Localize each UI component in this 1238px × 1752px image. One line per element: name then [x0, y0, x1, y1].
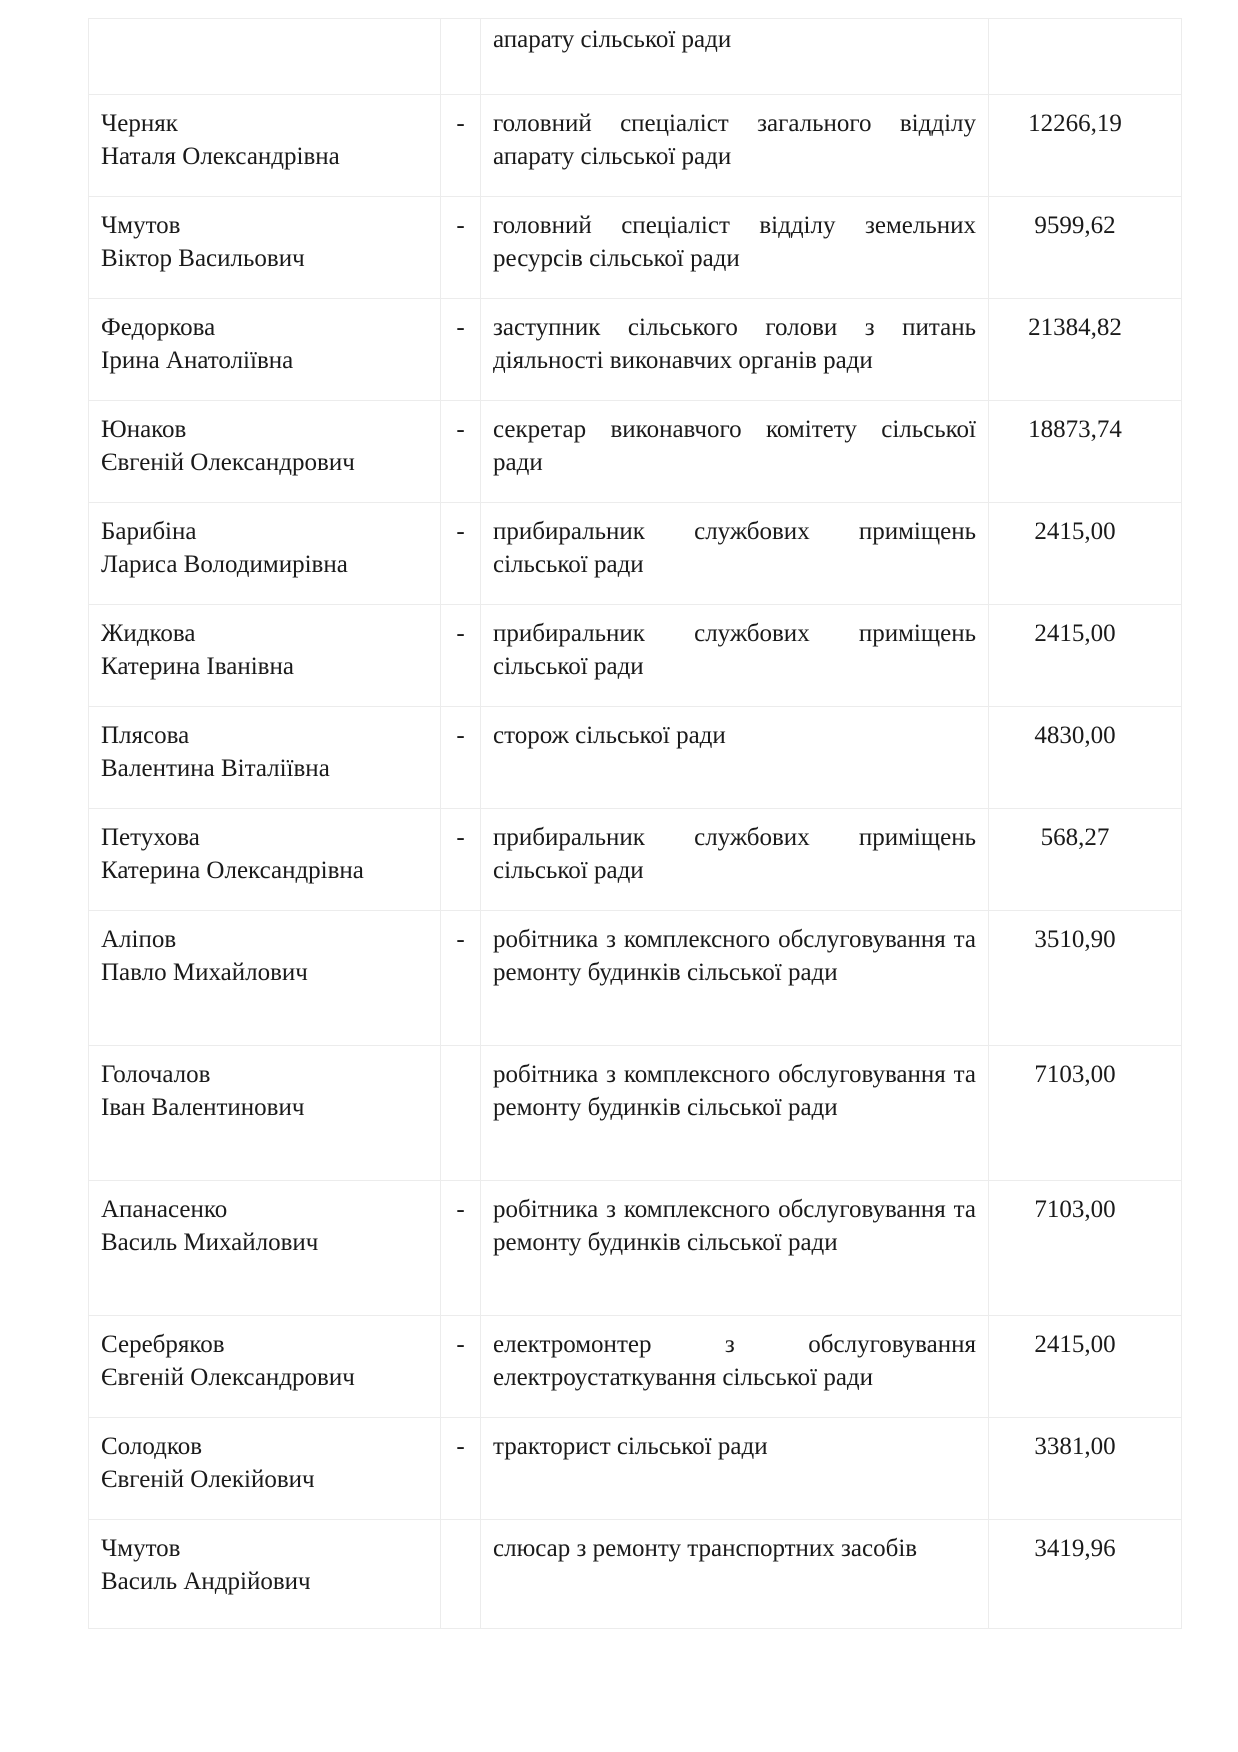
employee-name [89, 95, 441, 197]
dash: - [441, 605, 481, 707]
position-cell: робітника з комплексного обслуговування та ремонту будинків сільської ради [481, 911, 989, 1046]
surname: Серебряков [101, 1331, 225, 1358]
position-cell: сторож сільської ради [481, 707, 989, 809]
given-names: Катерина Іванівна [101, 653, 294, 680]
salary-cell: 9599,62 [989, 197, 1182, 299]
position-cell: апарату сільської ради [481, 19, 989, 95]
dash [441, 1520, 481, 1629]
table-row [89, 1418, 1182, 1520]
salary-cell: 12266,19 [989, 95, 1182, 197]
dash: - [441, 197, 481, 299]
given-names: Василь Михайлович [101, 1229, 319, 1256]
salary-cell: 4830,00 [989, 707, 1182, 809]
table-row [89, 1520, 1182, 1629]
position-cell: прибиральник службових приміщень сільської ради [481, 605, 989, 707]
position-cell: робітника з комплексного обслуговування та ремонту будинків сільської ради [481, 1046, 989, 1181]
table-row [89, 707, 1182, 809]
dash: - [441, 809, 481, 911]
position-cell: прибиральник службових приміщень сільської ради [481, 503, 989, 605]
dash: - [441, 503, 481, 605]
dash: - [441, 401, 481, 503]
position-cell: головний спеціаліст загального відділу апарату сільської ради [481, 95, 989, 197]
table-row [89, 197, 1182, 299]
salary-cell: 18873,74 [989, 401, 1182, 503]
salary-cell: 3381,00 [989, 1418, 1182, 1520]
table-row [89, 1316, 1182, 1418]
given-names: Павло Михайлович [101, 959, 308, 986]
surname: Аліпов [101, 926, 177, 953]
surname: Юнаков [101, 416, 187, 443]
surname: Чмутов [101, 1535, 181, 1562]
given-names: Євгеній Олександрович [101, 1364, 355, 1391]
salary-cell: 2415,00 [989, 1316, 1182, 1418]
surname: Федоркова [101, 314, 216, 341]
given-names: Лариса Володимирівна [101, 551, 348, 578]
salary-cell: 2415,00 [989, 605, 1182, 707]
dash [441, 1046, 481, 1181]
surname: Солодков [101, 1433, 203, 1460]
employee-name [89, 707, 441, 809]
employee-name [89, 299, 441, 401]
surname: Плясова [101, 722, 190, 749]
dash: - [441, 911, 481, 1046]
salary-cell: 7103,00 [989, 1046, 1182, 1181]
given-names: Василь Андрійович [101, 1568, 311, 1595]
table-row [89, 1181, 1182, 1316]
salary-cell: 21384,82 [989, 299, 1182, 401]
surname: Жидкова [101, 620, 196, 647]
salary-cell: 7103,00 [989, 1181, 1182, 1316]
salary-cell: 2415,00 [989, 503, 1182, 605]
given-names: Ірина Анатоліївна [101, 347, 294, 374]
position-cell: головний спеціаліст відділу земельних ресурсів сільської ради [481, 197, 989, 299]
table-row [89, 1046, 1182, 1181]
staff-salary-table [88, 18, 1182, 1629]
salary-cell: 3419,96 [989, 1520, 1182, 1629]
dash: - [441, 1316, 481, 1418]
given-names: Валентина Віталіївна [101, 755, 330, 782]
position-cell: робітника з комплексного обслуговування та ремонту будинків сільської ради [481, 1181, 989, 1316]
table-row [89, 809, 1182, 911]
position-cell: тракторист сільської ради [481, 1418, 989, 1520]
table-row [89, 401, 1182, 503]
employee-name [89, 1046, 441, 1181]
surname: Голочалов [101, 1061, 211, 1088]
table-row-continuation [89, 19, 1182, 95]
employee-name [89, 401, 441, 503]
given-names: Іван Валентинович [101, 1094, 305, 1121]
table-row [89, 299, 1182, 401]
given-names: Катерина Олександрівна [101, 857, 364, 884]
position-cell: електромонтер з обслуговування електроустаткування сільської ради [481, 1316, 989, 1418]
dash: - [441, 707, 481, 809]
employee-name [89, 503, 441, 605]
dash: - [441, 95, 481, 197]
table-row [89, 95, 1182, 197]
employee-name [89, 1520, 441, 1629]
position-cell: заступник сільського голови з питань діяльності виконавчих органів ради [481, 299, 989, 401]
position-cell: слюсар з ремонту транспортних засобів [481, 1520, 989, 1629]
surname: Черняк [101, 110, 178, 137]
employee-name [89, 911, 441, 1046]
employee-name [89, 605, 441, 707]
dash: - [441, 1181, 481, 1316]
given-names: Наталя Олександрівна [101, 143, 340, 170]
employee-name [89, 1316, 441, 1418]
table-row [89, 605, 1182, 707]
given-names: Євгеній Олекійович [101, 1466, 315, 1493]
employee-name [89, 1418, 441, 1520]
dash: - [441, 1418, 481, 1520]
position-cell: прибиральник службових приміщень сільської ради [481, 809, 989, 911]
position-cell: секретар виконавчого комітету сільської ради [481, 401, 989, 503]
employee-name [89, 809, 441, 911]
surname: Петухова [101, 824, 200, 851]
given-names: Євгеній Олександрович [101, 449, 355, 476]
employee-name [89, 1181, 441, 1316]
given-names: Віктор Васильович [101, 245, 305, 272]
salary-cell: 3510,90 [989, 911, 1182, 1046]
surname: Апанасенко [101, 1196, 228, 1223]
table-row [89, 911, 1182, 1046]
employee-name [89, 197, 441, 299]
salary-cell: 568,27 [989, 809, 1182, 911]
table-row [89, 503, 1182, 605]
dash: - [441, 299, 481, 401]
surname: Барибіна [101, 518, 197, 545]
surname: Чмутов [101, 212, 181, 239]
